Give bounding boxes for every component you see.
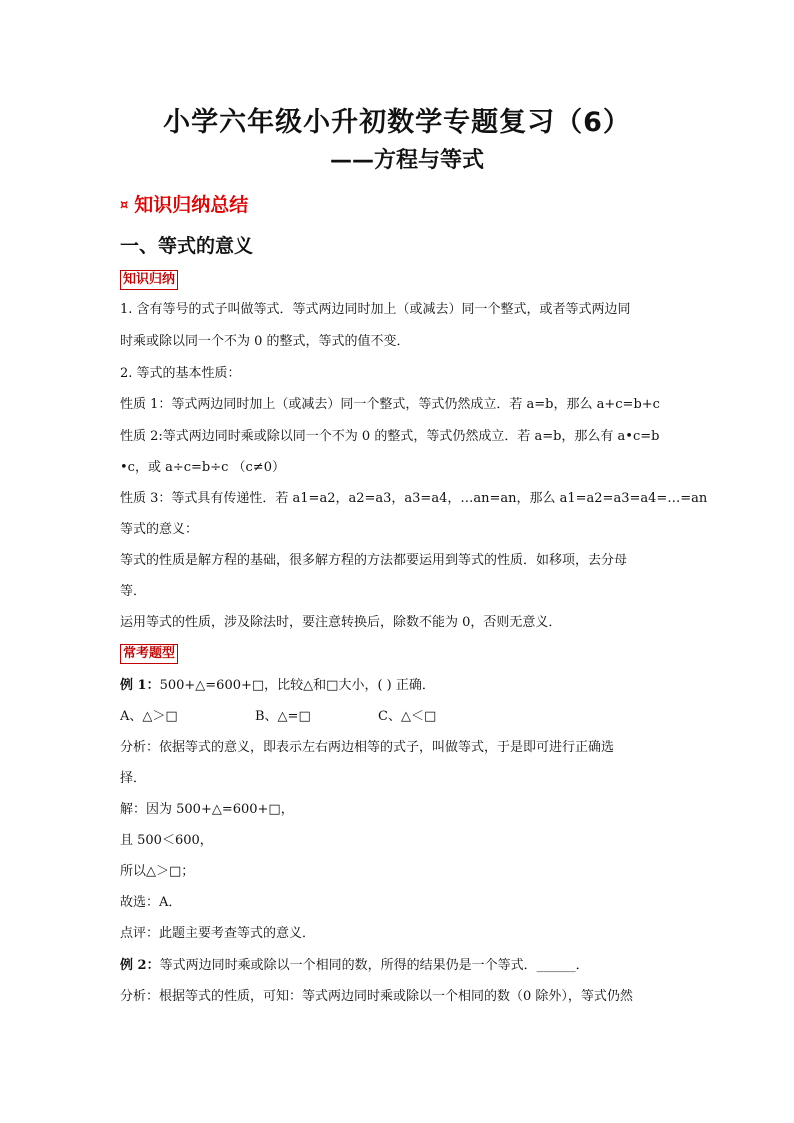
- option-a: A、△＞□: [120, 709, 178, 724]
- example-2-question-text: 等式两边同时乘或除以一个相同的数，所得的结果仍是一个等式．______．: [159, 958, 589, 973]
- option-b: B、△=□: [255, 709, 311, 724]
- example-1-question-text: 500+△=600+□，比较△和□大小，( ) 正确．: [159, 678, 435, 693]
- meaning-line-1: 等式的性质是解方程的基础，很多解方程的方法都要运用到等式的性质．如移项，去分母: [120, 553, 628, 568]
- exam-tag: 常考题型: [120, 644, 178, 664]
- property-3: 性质 3：等式具有传递性．若 a1=a2，a2=a3，a3=a4，…an=an，那么 a1=a2=a3=a4=…=an: [120, 491, 708, 506]
- document-title: 小学六年级小升初数学专题复习（6）: [163, 107, 631, 138]
- property-1: 性质 1：等式两边同时加上（或减去）同一个整式，等式仍然成立．若 a=b，那么 a+c=b+c: [120, 397, 660, 412]
- knowledge-paragraph-1-line-2: 时乘或除以同一个不为 0 的整式，等式的值不变．: [120, 334, 410, 349]
- example-1-label: 例 1：: [120, 678, 160, 693]
- example-2-analysis-line-1: 分析：根据等式的性质，可知：等式两边同时乘或除以一个相同的数（0 除外），等式仍然: [120, 989, 633, 1004]
- example-1-solution-line-1: 解：因为 500+△=600+□，: [120, 802, 294, 817]
- example-1-analysis-line-2: 择．: [120, 771, 147, 786]
- knowledge-paragraph-2: 2. 等式的基本性质：: [120, 366, 241, 381]
- knowledge-tag: 知识归纳: [120, 270, 178, 290]
- document-subtitle: ——方程与等式: [330, 148, 485, 173]
- section-heading: [120, 190, 248, 217]
- meaning-line-2: 等．: [120, 584, 147, 599]
- section-heading-text: 知识归纳总结: [134, 194, 249, 216]
- example-1-question: [120, 677, 690, 695]
- example-1-solution-line-3: 所以△＞□；: [120, 864, 195, 879]
- example-1-analysis-line-1: 分析：依据等式的意义，即表示左右两边相等的式子，叫做等式，于是即可进行正确选: [120, 740, 615, 755]
- property-2-line-2: •c，或 a÷c=b÷c （c≠0）: [120, 460, 285, 475]
- division-note: 运用等式的性质，涉及除法时，要注意转换后，除数不能为 0，否则无意义．: [120, 615, 562, 630]
- example-2-question: [120, 957, 690, 975]
- example-2-label: 例 2：: [120, 958, 160, 973]
- option-c: C、△＜□: [378, 709, 437, 724]
- part-heading: 一、等式的意义: [120, 235, 254, 257]
- example-1-comment: 点评：此题主要考查等式的意义．: [120, 926, 316, 941]
- meaning-label: 等式的意义：: [120, 522, 199, 537]
- section-marker-icon: ¤: [120, 198, 129, 213]
- knowledge-paragraph-1-line-1: 1. 含有等号的式子叫做等式．等式两边同时加上（或减去）同一个整式，或者等式两边同: [120, 302, 631, 317]
- example-1-solution-line-2: 且 500＜600，: [120, 833, 213, 848]
- example-1-answer: 故选：A．: [120, 895, 182, 910]
- property-2-line-1: 性质 2:等式两边同时乘或除以同一个不为 0 的整式，等式仍然成立．若 a=b，那么有 a•c=b: [120, 429, 660, 444]
